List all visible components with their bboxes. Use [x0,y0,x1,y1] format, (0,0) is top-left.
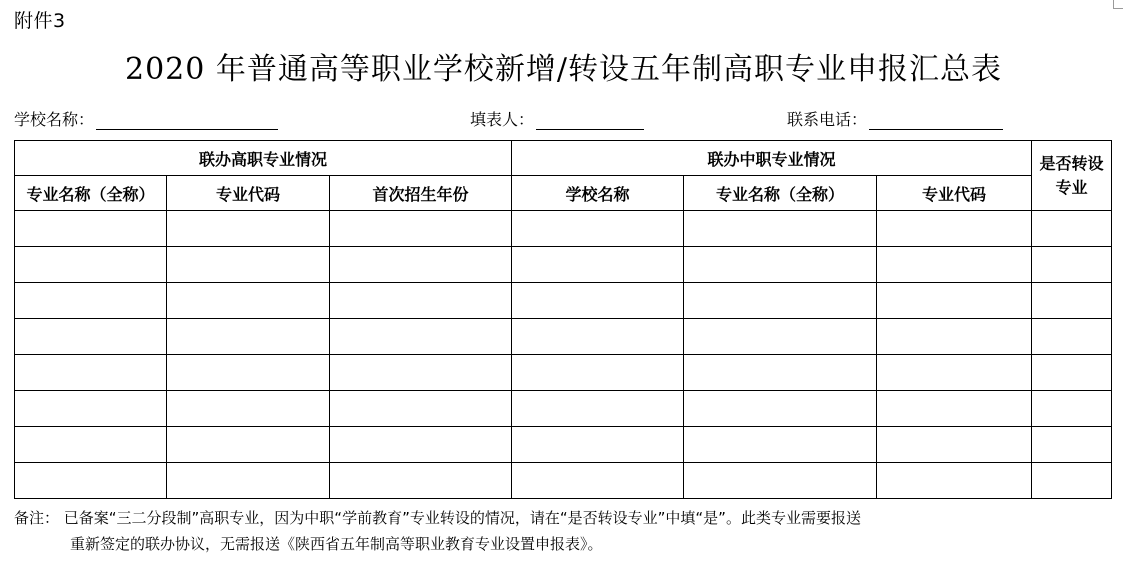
table-cell[interactable] [167,427,330,463]
table-cell[interactable] [167,391,330,427]
table-cell[interactable] [15,391,167,427]
table-cell[interactable] [512,355,684,391]
group-header-row [15,141,1112,176]
table-cell[interactable] [15,463,167,499]
table-cell[interactable] [877,463,1032,499]
filler-label: 填表人： [470,110,535,129]
table-row [15,355,1112,391]
table-cell[interactable] [512,391,684,427]
table-cell[interactable] [167,463,330,499]
table-cell[interactable] [512,211,684,247]
table-row [15,391,1112,427]
table-cell[interactable] [1032,355,1112,391]
table-cell[interactable] [15,211,167,247]
table-cell[interactable] [877,355,1032,391]
header-converted-major [1032,141,1112,211]
corner-mark [1113,0,1123,9]
table-cell[interactable] [330,319,512,355]
table-cell[interactable] [167,283,330,319]
table-cell[interactable] [167,211,330,247]
column-header-row [15,176,1112,211]
table-cell[interactable] [684,319,877,355]
group-header-higher-vocational: 联办高职专业情况 [15,141,512,176]
table-cell[interactable] [15,427,167,463]
table-cell[interactable] [15,247,167,283]
filler-field [470,107,644,130]
phone-label: 联系电话： [787,110,868,129]
table-cell[interactable] [167,247,330,283]
footnote-line-2: 重新签定的联办协议，无需报送《陕西省五年制高等职业教育专业设置申报表》。 [70,535,603,553]
table-cell[interactable] [684,463,877,499]
table-cell[interactable] [684,355,877,391]
table-cell[interactable] [684,283,877,319]
table-row [15,247,1112,283]
table-cell[interactable] [877,427,1032,463]
table-cell[interactable] [1032,247,1112,283]
column-header: 专业名称（全称） [684,176,877,211]
table-cell[interactable] [330,211,512,247]
table-row [15,427,1112,463]
table-cell[interactable] [167,355,330,391]
footnote [14,505,861,557]
table-cell[interactable] [877,391,1032,427]
school-name-field [14,107,278,130]
table-cell[interactable] [15,283,167,319]
column-header: 首次招生年份 [330,176,512,211]
table-cell[interactable] [684,391,877,427]
table-cell[interactable] [684,211,877,247]
table-cell[interactable] [1032,391,1112,427]
table-cell[interactable] [877,247,1032,283]
summary-table [14,140,1112,499]
table-cell[interactable] [877,319,1032,355]
table-cell[interactable] [512,283,684,319]
group-header-secondary-vocational: 联办中职专业情况 [512,141,1032,176]
table-row [15,211,1112,247]
table-cell[interactable] [1032,283,1112,319]
table-cell[interactable] [512,427,684,463]
table-row [15,283,1112,319]
table-cell[interactable] [330,283,512,319]
header-converted-major-text: 是否转设专业 [1039,153,1104,197]
footnote-line-1: 备注： 已备案“三二分段制”高职专业，因为中职“学前教育”专业转设的情况，请在“是否转设专业”中填“是”。此类专业需要报送 [14,509,861,527]
table-cell[interactable] [1032,427,1112,463]
table-cell[interactable] [1032,463,1112,499]
column-header: 专业名称（全称） [15,176,167,211]
school-name-label: 学校名称： [14,110,95,129]
table-cell[interactable] [512,319,684,355]
table-row [15,463,1112,499]
column-header: 学校名称 [512,176,684,211]
table-cell[interactable] [330,355,512,391]
table-cell[interactable] [512,463,684,499]
table-cell[interactable] [1032,319,1112,355]
table-row [15,319,1112,355]
table-cell[interactable] [15,355,167,391]
column-header: 专业代码 [877,176,1032,211]
table-cell[interactable] [330,463,512,499]
table-cell[interactable] [877,211,1032,247]
school-name-blank[interactable] [96,111,278,130]
table-cell[interactable] [167,319,330,355]
table-cell[interactable] [330,391,512,427]
table-cell[interactable] [330,247,512,283]
attachment-label: 附件3 [14,10,66,32]
table-cell[interactable] [512,247,684,283]
table-cell[interactable] [877,283,1032,319]
filler-blank[interactable] [536,111,644,130]
table-cell[interactable] [15,319,167,355]
column-header: 专业代码 [167,176,330,211]
phone-blank[interactable] [869,111,1003,130]
table-cell[interactable] [684,247,877,283]
table-cell[interactable] [684,427,877,463]
phone-field [787,107,1003,130]
document-title: 2020 年普通高等职业学校新增/转设五年制高职专业申报汇总表 [125,52,1002,87]
table-cell[interactable] [330,427,512,463]
table-cell[interactable] [1032,211,1112,247]
